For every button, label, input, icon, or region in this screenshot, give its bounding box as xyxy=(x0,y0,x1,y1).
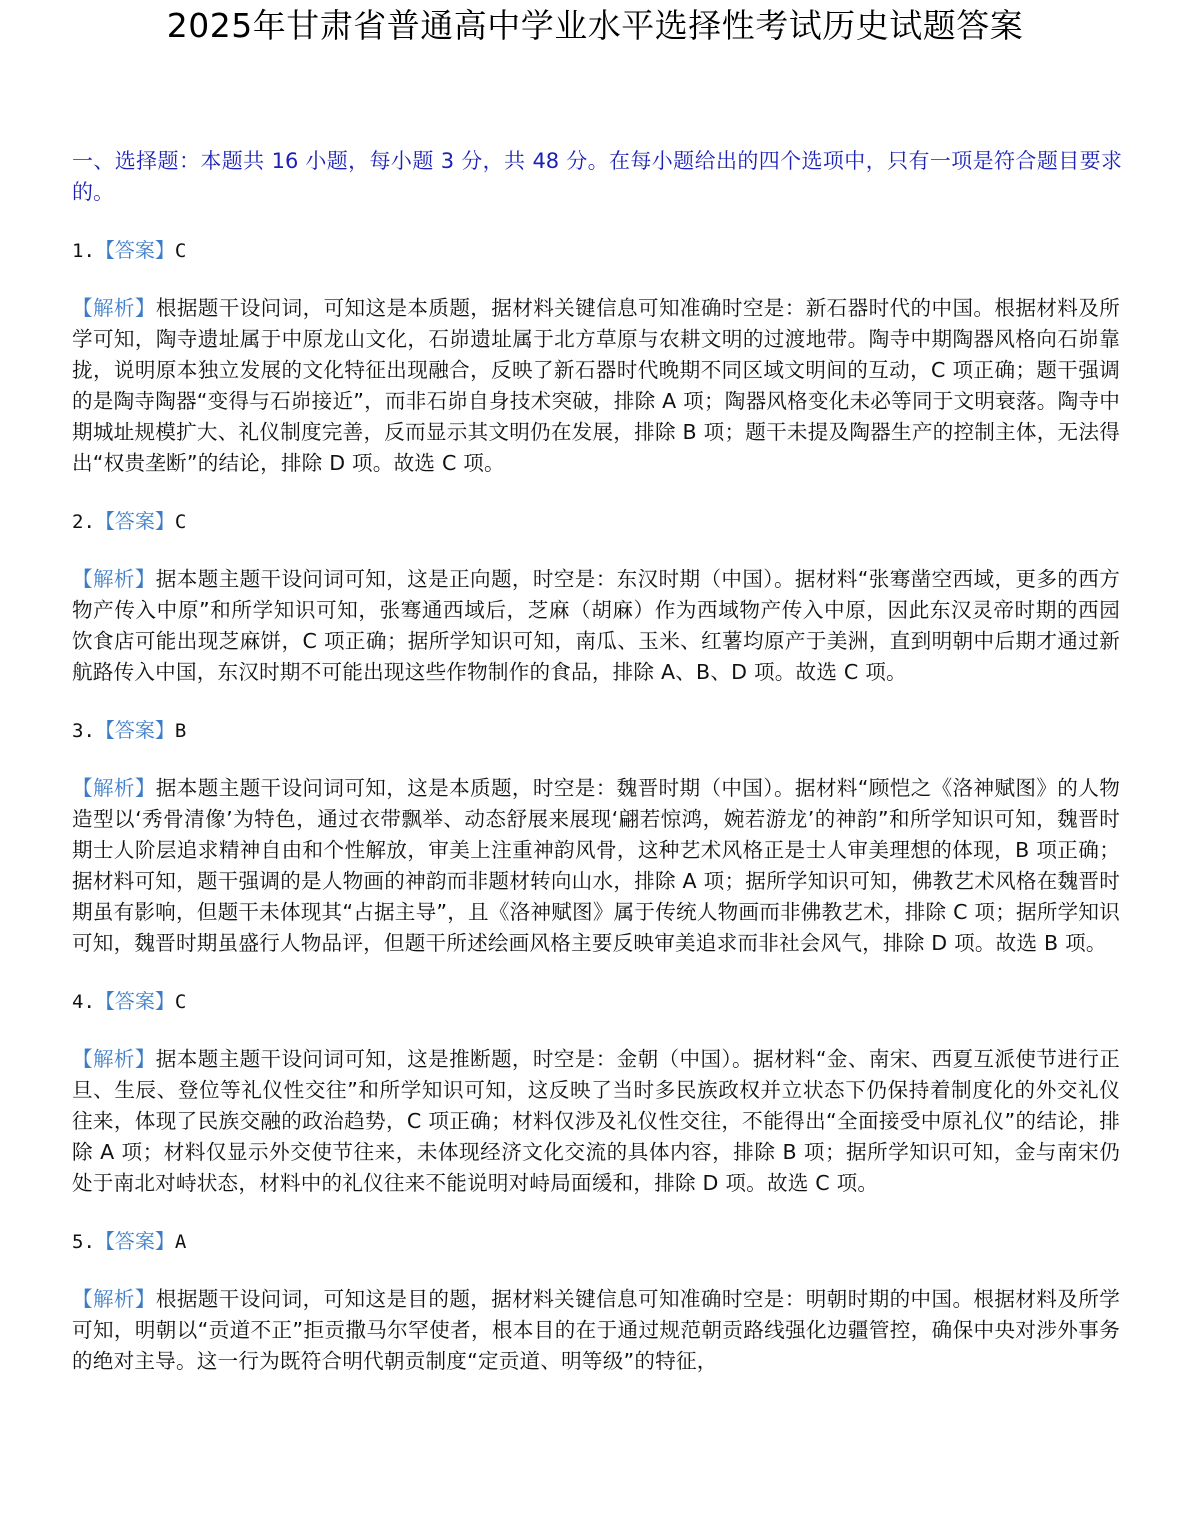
answer-item xyxy=(72,986,1120,1226)
answer-line xyxy=(72,235,1120,266)
page-title: 2025年甘肃省普通高中学业水平选择性考试历史试题答案 xyxy=(166,6,1024,45)
analysis-tag: 【解析】 xyxy=(72,567,156,591)
analysis-tag: 【解析】 xyxy=(72,296,156,320)
analysis-text: 根据题干设问词，可知这是本质题，据材料关键信息可知准确时空是：新石器时代的中国。根据材料及所学可知，陶寺遗址属于中原龙山文化，石峁遗址属于北方草原与农耕文明的过渡地带。陶寺中期陶器风格向石峁靠拢，说明原本独立发展的文化特征出现融合，反映了新石器时代晚期不同区域文明间的互动，C 项正确；题干强调的是陶寺陶器“变得与石峁接近”，而非石峁自身技术突破，排除 A 项；陶器风格变化未必等同于文明衰落。陶寺中期城址规模扩大、礼仪制度完善，反而显示其文明仍在发展，排除 B 项；题干未提及陶器生产的控制主体，无法得出“权贵垄断”的结论，排除 D 项。故选 C 项。 xyxy=(72,296,1120,475)
answer-line xyxy=(72,715,1120,746)
analysis-tag: 【解析】 xyxy=(72,1047,156,1071)
answer-letter: A xyxy=(174,1231,187,1253)
answer-line xyxy=(72,986,1120,1017)
analysis-text: 据本题主题干设问词可知，这是本质题，时空是：魏晋时期（中国）。据材料“顾恺之《洛神赋图》的人物造型以‘秀骨清像’为特色，通过衣带飘举、动态舒展来展现‘翩若惊鸿，婉若游龙’的神韵”和所学知识可知，魏晋时期士人阶层追求精神自由和个性解放，审美上注重神韵风骨，这种艺术风格正是士人审美理想的体现，B 项正确；据材料可知，题干强调的是人物画的神韵而非题材转向山水，排除 A 项；据所学知识可知，佛教艺术风格在魏晋时期虽有影响，但题干未体现其“占据主导”，且《洛神赋图》属于传统人物画而非佛教艺术，排除 C 项；据所学知识可知，魏晋时期虽盛行人物品评，但题干所述绘画风格主要反映审美追求而非社会风气，排除 D 项。故选 B 项。 xyxy=(72,776,1120,955)
analysis-text: 根据题干设问词，可知这是目的题，据材料关键信息可知准确时空是：明朝时期的中国。根据材料及所学可知，明朝以“贡道不正”拒贡撒马尔罕使者，根本目的在于通过规范朝贡路线强化边疆管控，确保中央对涉外事务的绝对主导。这一行为既符合明代朝贡制度“定贡道、明等级”的特征， xyxy=(72,1287,1120,1373)
analysis-tag: 【解析】 xyxy=(72,776,156,800)
answer-tag: 【答案】 xyxy=(94,238,175,262)
answer-item xyxy=(72,715,1120,986)
analysis-paragraph xyxy=(72,1044,1120,1199)
answer-item xyxy=(72,506,1120,715)
analysis-paragraph xyxy=(72,773,1120,959)
section-heading: 一、选择题：本题共 16 小题，每小题 3 分，共 48 分。在每小题给出的四个选项中，只有一项是符合题目要求的。 xyxy=(72,149,1122,204)
answer-line xyxy=(72,506,1120,537)
question-number: 5. xyxy=(72,1231,95,1253)
answer-tag: 【答案】 xyxy=(94,718,175,742)
answer-item xyxy=(72,1226,1120,1377)
answer-line xyxy=(72,1226,1120,1257)
answer-letter: C xyxy=(174,991,187,1013)
question-number: 3. xyxy=(72,720,95,742)
question-number: 2. xyxy=(72,511,95,533)
analysis-paragraph xyxy=(72,564,1120,688)
analysis-paragraph xyxy=(72,1284,1120,1377)
analysis-text: 据本题主题干设问词可知，这是推断题，时空是：金朝（中国）。据材料“金、南宋、西夏互派使节进行正旦、生辰、登位等礼仪性交往”和所学知识可知，这反映了当时多民族政权并立状态下仍保持着制度化的外交礼仪往来，体现了民族交融的政治趋势，C 项正确；材料仅涉及礼仪性交往，不能得出“全面接受中原礼仪”的结论，排除 A 项；材料仅显示外交使节往来，未体现经济文化交流的具体内容，排除 B 项；据所学知识可知，金与南宋仍处于南北对峙状态，材料中的礼仪往来不能说明对峙局面缓和，排除 D 项。故选 C 项。 xyxy=(72,1047,1120,1195)
answer-letter: C xyxy=(174,240,187,262)
question-number: 4. xyxy=(72,991,95,1013)
question-number: 1. xyxy=(72,240,95,262)
answer-tag: 【答案】 xyxy=(94,509,175,533)
analysis-text: 据本题主题干设问词可知，这是正向题，时空是：东汉时期（中国）。据材料“张骞凿空西域，更多的西方物产传入中原”和所学知识可知，张骞通西域后，芝麻（胡麻）作为西域物产传入中原，因此东汉灵帝时期的西园饮食店可能出现芝麻饼，C 项正确；据所学知识可知，南瓜、玉米、红薯均原产于美洲，直到明朝中后期才通过新航路传入中国，东汉时期不可能出现这些作物制作的食品，排除 A、B、D 项。故选 C 项。 xyxy=(72,567,1120,684)
answer-item xyxy=(72,235,1120,506)
answer-list xyxy=(72,235,1120,1377)
answer-tag: 【答案】 xyxy=(94,1229,175,1253)
answer-letter: B xyxy=(174,720,187,742)
analysis-paragraph xyxy=(72,293,1120,479)
analysis-tag: 【解析】 xyxy=(72,1287,156,1311)
answer-tag: 【答案】 xyxy=(94,989,175,1013)
answer-letter: C xyxy=(174,511,187,533)
